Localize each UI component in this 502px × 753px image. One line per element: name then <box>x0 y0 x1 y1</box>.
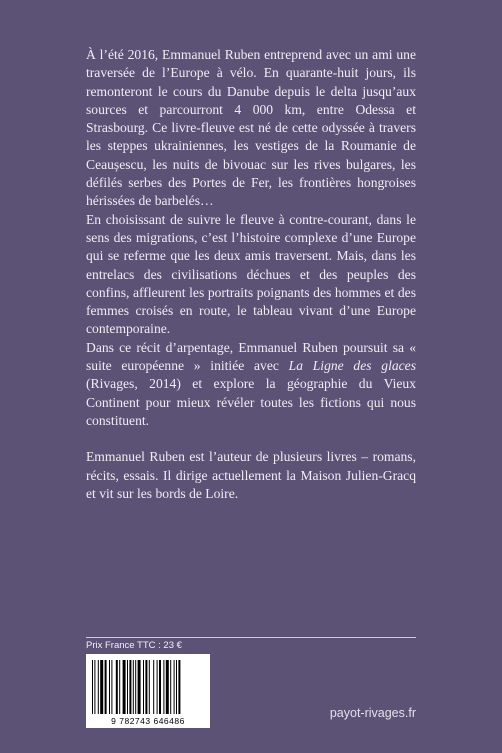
isbn-barcode <box>86 654 210 728</box>
barcode-bars-icon <box>92 660 204 714</box>
blurb-paragraph-3-end: (Rivages, 2014) et explore la géographie du Vieux Continent pour mieux révéler toutes les fictions qui nous constituent. <box>86 376 416 428</box>
book-title-reference: La Ligne des glaces <box>288 358 416 374</box>
isbn-digits: 9 782743 646486 <box>111 716 185 726</box>
publisher-website: payot-rivages.fr <box>329 706 416 720</box>
blurb-paragraph-2: En choisissant de suivre le fleuve à contre-courant, dans le sens des migrations, c’est l’histoire complexe d’une Europe qui se referme que les deux amis traversent. Mais, dans les entrelacs des civilisations déchues et des peuples des confins, affleurent les portraits poignants des hommes et des femmes croisés en route, le tableau vivant d’une Europe contemporaine. <box>86 211 416 337</box>
price-label: Prix France TTC : 23 € <box>86 640 182 651</box>
blurb-paragraph-1: À l’été 2016, Emmanuel Ruben entreprend avec un ami une traversée de l’Europe à vélo. En quarante-huit jours, ils remonteront le cours du Danube depuis le delta jusqu’aux sources et parcourront 4 000 km, entre Odessa et Strasbourg. Ce livre-fleuve est né de cette odyssée à travers les steppes ukrainiennes, les vestiges de la Roumanie de Ceaușescu, les nuits de bivouac sur les rives bulgares, les défilés serbes des Portes de Fer, les frontières hongroises hérissées de barbelés… <box>86 47 416 209</box>
blurb-paragraph-3-start: Dans ce récit d’arpentage, Emmanuel Ruben poursuit sa « suite européenne » initiée avec <box>86 339 416 374</box>
blurb-paragraph-3 <box>86 339 416 430</box>
blurb-text <box>86 46 416 503</box>
price-divider <box>86 637 416 638</box>
author-bio: Emmanuel Ruben est l’auteur de plusieurs livres – romans, récits, essais. Il dirige actuellement la Maison Julien-Gracq et vit sur les bords de Loire. <box>86 449 416 501</box>
